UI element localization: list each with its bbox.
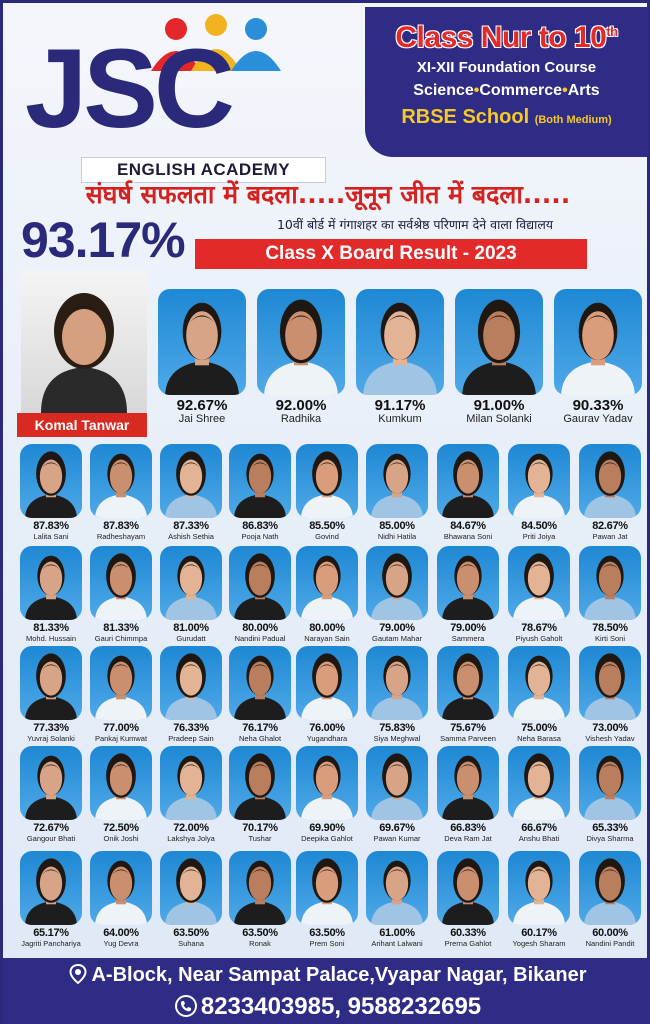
student-name: Arihant Lalwani xyxy=(371,939,423,948)
student-name: Siya Meghwal xyxy=(373,734,421,743)
student-percent: 78.67% xyxy=(521,622,557,634)
student-name: Prem Soni xyxy=(309,939,345,948)
student-photo xyxy=(579,646,641,720)
student-photo xyxy=(455,289,543,395)
foundation-course: XI-XII Foundation Course xyxy=(416,59,597,76)
student-photo xyxy=(579,546,641,620)
student-photo xyxy=(296,444,358,518)
student-percent: 76.17% xyxy=(242,722,278,734)
student-photo xyxy=(229,546,291,620)
student-name: Govind xyxy=(315,532,339,541)
student-photo xyxy=(160,646,222,720)
student-photo xyxy=(296,746,358,820)
student-photo xyxy=(160,546,222,620)
student-percent: 80.00% xyxy=(309,622,345,634)
student-photo xyxy=(296,646,358,720)
student-percent: 73.00% xyxy=(592,722,628,734)
student-percent: 79.00% xyxy=(379,622,415,634)
student-name: Gurudatt xyxy=(176,634,206,643)
student-name: Suhana xyxy=(178,939,204,948)
student-name: Pankaj Kumwat xyxy=(94,734,148,743)
address-text: A-Block, Near Sampat Palace,Vyapar Nagar, Bikaner xyxy=(91,964,587,986)
student-photo xyxy=(229,646,291,720)
student-photo xyxy=(229,444,291,518)
student-percent: 87.83% xyxy=(33,520,69,532)
student-name: Radhika xyxy=(280,413,322,425)
student-name: Pawan Jat xyxy=(592,532,628,541)
student-photo xyxy=(20,646,82,720)
student-percent: 92.00% xyxy=(275,397,327,414)
student-name: Mohd. Hussain xyxy=(25,634,77,643)
student-percent: 64.00% xyxy=(103,927,139,939)
phone-line xyxy=(3,993,650,1021)
student-percent: 82.67% xyxy=(592,520,628,532)
academy-name: ENGLISH ACADEMY xyxy=(81,157,326,183)
student-percent: 66.83% xyxy=(450,822,486,834)
student-photo xyxy=(366,546,428,620)
school-type: RBSE School (Both Medium) xyxy=(401,106,612,128)
student-percent: 91.00% xyxy=(473,397,525,414)
address-line xyxy=(3,964,650,987)
student-photo xyxy=(579,746,641,820)
student-photo xyxy=(90,546,152,620)
student-percent: 92.67% xyxy=(176,397,228,414)
student-photo xyxy=(554,289,642,395)
location-pin-icon xyxy=(69,964,87,984)
student-name: Tushar xyxy=(248,834,272,843)
student-name: Pawan Kumar xyxy=(373,834,421,843)
student-photo xyxy=(20,444,82,518)
student-percent: 85.50% xyxy=(309,520,345,532)
student-photo xyxy=(229,851,291,925)
student-photo xyxy=(296,851,358,925)
student-photo xyxy=(508,444,570,518)
student-name: Ronak xyxy=(249,939,271,948)
student-photo xyxy=(508,746,570,820)
student-percent: 70.17% xyxy=(242,822,278,834)
student-percent: 78.50% xyxy=(592,622,628,634)
student-name: Nidhi Hatila xyxy=(377,532,417,541)
phone-icon xyxy=(175,995,197,1017)
student-photo xyxy=(356,289,444,395)
student-percent: 90.33% xyxy=(572,397,624,414)
student-percent: 85.00% xyxy=(379,520,415,532)
student-photo xyxy=(20,546,82,620)
student-name: Deepika Gahlot xyxy=(301,834,353,843)
student-name: Divya Sharma xyxy=(586,834,634,843)
student-photo xyxy=(160,746,222,820)
student-percent: 87.83% xyxy=(103,520,139,532)
class-range: Class Nur to 10th xyxy=(395,21,618,54)
student-name: Lalita Sani xyxy=(33,532,69,541)
topper-name: Komal Tanwar xyxy=(17,413,147,437)
student-name: Kirti Soni xyxy=(594,634,625,643)
student-photo xyxy=(20,851,82,925)
hindi-tagline: संघर्ष सफलता में बदला.....जूनून जीत में बदला..... xyxy=(85,180,571,209)
student-percent: 63.50% xyxy=(309,927,345,939)
student-percent: 60.33% xyxy=(450,927,486,939)
student-name: Gaurav Yadav xyxy=(563,413,633,425)
student-photo xyxy=(437,546,499,620)
student-percent: 77.00% xyxy=(103,722,139,734)
student-name: Pradeep Sain xyxy=(168,734,214,743)
student-photo xyxy=(437,746,499,820)
student-name: Anshu Bhati xyxy=(518,834,560,843)
student-percent: 81.33% xyxy=(33,622,69,634)
student-photo xyxy=(437,444,499,518)
student-name: Gautam Mahar xyxy=(371,634,423,643)
phone-numbers: 8233403985, 9588232695 xyxy=(200,993,482,1020)
student-percent: 80.00% xyxy=(242,622,278,634)
student-photo xyxy=(160,851,222,925)
course-info-box xyxy=(365,7,648,157)
overall-percent: 93.17% xyxy=(21,212,185,268)
student-name: Pooja Nath xyxy=(241,532,279,541)
student-percent: 76.00% xyxy=(309,722,345,734)
student-name: Piyush Gaholt xyxy=(515,634,563,643)
student-name: Vishesh Yadav xyxy=(585,734,635,743)
hindi-subline: 10वीं बोर्ड में गंगाशहर का सर्वश्रेष्ठ परिणाम देने वाला विद्यालय xyxy=(276,217,554,232)
student-photo xyxy=(20,746,82,820)
student-name: Onik Joshi xyxy=(103,834,139,843)
student-percent: 84.67% xyxy=(450,520,486,532)
student-name: Jagriti Panchariya xyxy=(21,939,81,948)
student-photo xyxy=(508,546,570,620)
student-percent: 77.33% xyxy=(33,722,69,734)
student-percent: 69.90% xyxy=(309,822,345,834)
student-percent: 63.50% xyxy=(173,927,209,939)
student-name: Samma Parveen xyxy=(440,734,496,743)
student-photo xyxy=(229,746,291,820)
topper-card xyxy=(17,271,153,439)
student-photo xyxy=(257,289,345,395)
student-percent: 75.67% xyxy=(450,722,486,734)
logo-letters: JSC xyxy=(25,26,231,151)
student-photo xyxy=(508,646,570,720)
student-photo xyxy=(90,746,152,820)
student-name: Yuvraj Solanki xyxy=(27,734,75,743)
student-photo xyxy=(366,444,428,518)
student-name: Jai Shree xyxy=(178,413,226,425)
student-photo xyxy=(296,546,358,620)
student-name: Prerna Gahlot xyxy=(444,939,492,948)
student-photo xyxy=(160,444,222,518)
student-photo xyxy=(579,444,641,518)
student-percent: 75.00% xyxy=(521,722,557,734)
student-percent: 87.33% xyxy=(173,520,209,532)
student-name: Nandini Pandit xyxy=(585,939,635,948)
student-percent: 65.33% xyxy=(592,822,628,834)
student-photo xyxy=(90,444,152,518)
student-photo xyxy=(366,646,428,720)
student-percent: 81.33% xyxy=(103,622,139,634)
student-percent: 60.17% xyxy=(521,927,557,939)
result-title: Class X Board Result - 2023 xyxy=(195,239,587,269)
student-name: Neha Barasa xyxy=(517,734,561,743)
student-percent: 91.17% xyxy=(374,397,426,414)
student-photo xyxy=(437,851,499,925)
contact-footer xyxy=(3,958,650,1024)
academy-logo xyxy=(21,11,351,179)
student-percent: 86.83% xyxy=(242,520,278,532)
student-name: Narayan Sain xyxy=(304,634,350,643)
student-name: Priti Joiya xyxy=(522,532,556,541)
student-percent: 60.00% xyxy=(592,927,628,939)
student-percent: 79.00% xyxy=(450,622,486,634)
student-name: Gauri Chimmpa xyxy=(94,634,148,643)
student-photo xyxy=(90,646,152,720)
student-percent: 66.67% xyxy=(521,822,557,834)
student-photo xyxy=(366,851,428,925)
student-percent: 72.00% xyxy=(173,822,209,834)
student-name: Gangour Bhati xyxy=(26,834,76,843)
student-name: Ashish Sethia xyxy=(168,532,214,541)
student-name: Yug Devra xyxy=(103,939,139,948)
student-photo xyxy=(579,851,641,925)
student-name: Sammera xyxy=(451,634,485,643)
student-photo xyxy=(508,851,570,925)
streams: Science•Commerce•Arts xyxy=(413,82,600,99)
student-name: Lakshya Jolya xyxy=(167,834,215,843)
student-percent: 63.50% xyxy=(242,927,278,939)
student-name: Kumkum xyxy=(378,413,422,425)
student-photo xyxy=(158,289,246,395)
student-percent: 61.00% xyxy=(379,927,415,939)
student-percent: 76.33% xyxy=(173,722,209,734)
student-name: Yogesh Sharam xyxy=(512,939,566,948)
student-percent: 75.83% xyxy=(379,722,415,734)
student-percent: 72.50% xyxy=(103,822,139,834)
student-percent: 84.50% xyxy=(521,520,557,532)
student-name: Milan Solanki xyxy=(466,413,532,425)
student-percent: 72.67% xyxy=(33,822,69,834)
student-name: Radheshayam xyxy=(96,532,146,541)
student-name: Neha Ghalot xyxy=(238,734,282,743)
student-percent: 65.17% xyxy=(33,927,69,939)
student-name: Yugandhara xyxy=(306,734,348,743)
student-percent: 69.67% xyxy=(379,822,415,834)
student-name: Deva Ram Jat xyxy=(444,834,492,843)
student-name: Bhawana Soni xyxy=(443,532,493,541)
topper-photo xyxy=(21,271,147,413)
student-name: Nandini Padual xyxy=(234,634,286,643)
student-photo xyxy=(437,646,499,720)
student-photo xyxy=(90,851,152,925)
student-photo xyxy=(366,746,428,820)
student-percent: 81.00% xyxy=(173,622,209,634)
